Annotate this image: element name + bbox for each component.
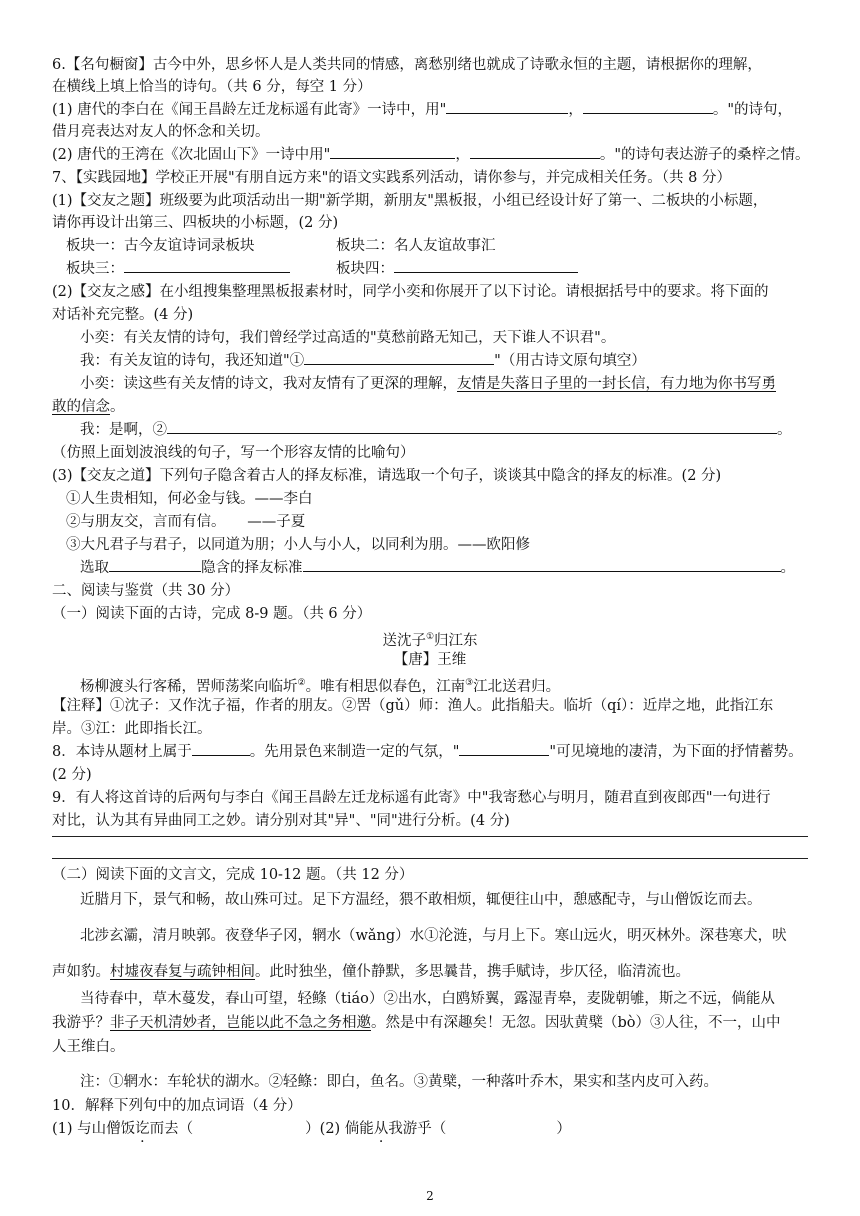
wavy-underlined-sentence: 友情是失落日子里的一封长信，有力地为你书写勇 xyxy=(457,376,776,392)
dialog-line-3: 小奕：读这些有关友情的诗文，我对友情有了更深的理解，友情是失落日子里的一封长信，有力地为你书写勇 xyxy=(80,376,776,392)
prose-para-2-cont: 声如豹。村墟夜春复与疏钟相间。此时独坐，僮仆静默，多思曩昔，携手赋诗，步仄径，临清流也。 xyxy=(52,964,690,980)
poem-author: 【唐】王维 xyxy=(393,652,467,668)
q6-item2: (2) 唐代的王湾在《次北固山下》一诗中用" ， 。"的诗句表达游子的桑梓之情。 xyxy=(52,144,820,166)
poem-notes-cont: 岸。③江：此即指长江。 xyxy=(52,721,212,737)
q6-title-cont: 在横线上填上恰当的诗句。（共 6 分，每空 1 分） xyxy=(52,79,372,95)
board-2: 板块二：名人友谊故事汇 xyxy=(336,238,496,254)
underlined-sentence: 非子天机清妙者，岂能以此不急之务相邀 xyxy=(110,1015,371,1031)
part-2-title: （二）阅读下面的文言文，完成 10-12 题。（共 12 分） xyxy=(52,867,414,883)
dialog-line-4: 我：是啊，② 。 xyxy=(80,419,820,441)
section-2-title: 二、阅读与鉴赏（共 30 分） xyxy=(52,583,240,599)
q6-item1: (1) 唐代的李白在《闻王昌龄左迁龙标遥有此寄》一诗中，用" ， 。"的诗句， xyxy=(52,99,820,121)
prose-notes: 注：①辋水：车轮状的湖水。②轻鲦：即白，鱼名。③黄檗，一种落叶乔木，果实和茎内皮可入药。 xyxy=(80,1074,718,1090)
selection-line: 选取 隐含的择友标准 。 xyxy=(80,557,820,579)
option-1: ①人生贵相知，何必金与钱。——李白 xyxy=(66,491,313,507)
answer-blank[interactable] xyxy=(303,557,781,572)
dotted-word: 讫 xyxy=(135,1121,150,1137)
q7-part2-cont: 对话补充完整。(4 分) xyxy=(52,307,194,323)
poem-body: 杨柳渡头行客稀，罟师荡桨向临圻②。唯有相思似春色，江南③江北送君归。 xyxy=(80,678,561,695)
q10: 10．解释下列句中的加点词语（4 分） xyxy=(52,1098,302,1114)
answer-blank[interactable] xyxy=(167,419,777,434)
page-number: 2 xyxy=(426,1189,434,1203)
dialog-hint: （仿照上面划波浪线的句子，写一个形容友情的比喻句） xyxy=(52,445,415,461)
option-3: ③大凡君子与君子，以同道为朋；小人与小人，以同利为朋。——欧阳修 xyxy=(66,537,530,553)
answer-blank[interactable] xyxy=(330,144,455,159)
answer-blank[interactable] xyxy=(583,99,713,114)
q8-cont: (2 分) xyxy=(52,767,92,783)
dotted-word: 从 xyxy=(373,1121,389,1137)
board-3: 板块三： xyxy=(66,261,124,277)
answer-blank[interactable] xyxy=(459,741,549,756)
prose-para-3: 当待春中，草木蔓发，春山可望，轻鲦（tiáo）②出水，白鸥矫翼，露湿青皋，麦陇朝雊，斯之不远，倘能从 xyxy=(80,991,775,1007)
option-2: ②与朋友交，言而有信。 ——子夏 xyxy=(66,514,306,530)
board-4: 板块四： xyxy=(336,261,394,277)
board-row-2 xyxy=(66,258,820,280)
answer-blank[interactable] xyxy=(124,258,290,273)
q7-part1: (1)【交友之题】班级要为此项活动出一期"新学期，新朋友"黑板报，小组已经设计好了第一、二板块的小标题， xyxy=(52,193,768,209)
dialog-line-3-cont: 敢的信念。 xyxy=(52,399,125,415)
answer-blank[interactable] xyxy=(394,258,578,273)
q6-title: 6.【名句橱窗】古今中外，思乡怀人是人类共同的情感，离愁别绪也就成了诗歌永恒的主题，请根据你的理解， xyxy=(52,57,762,73)
answer-line[interactable] xyxy=(52,836,808,837)
answer-blank[interactable] xyxy=(470,144,600,159)
q6-item1-cont: 借月亮表达对友人的怀念和关切。 xyxy=(52,124,270,140)
dialog-line-2: 我：有关友谊的诗句，我还知道"① "（用古诗文原句填空） xyxy=(80,350,820,372)
answer-blank[interactable] xyxy=(192,741,250,756)
q9-cont: 对比，认为其有异曲同工之妙。请分别对其"异"、"同"进行分析。(4 分) xyxy=(52,813,510,829)
underlined-sentence: 村墟夜春复与疏钟相间 xyxy=(110,964,255,980)
answer-line[interactable] xyxy=(52,858,808,859)
prose-para-3-end: 人王维白。 xyxy=(52,1039,125,1055)
q9: 9．有人将这首诗的后两句与李白《闻王昌龄左迁龙标遥有此寄》中"我寄愁心与明月，随君直到夜郎西"一句进行 xyxy=(52,790,771,806)
q7-title: 7、【实践园地】学校正开展"有朋自远方来"的语文实践系列活动，请你参与，并完成相关任务。（共 8 分） xyxy=(52,170,732,186)
board-1: 板块一：古今友谊诗词录板块 xyxy=(66,238,255,254)
q8: 8．本诗从题材上属于 。先用景色来制造一定的气氛，" "可见境地的凄清，为下面的抒情蓄势。 xyxy=(52,741,820,763)
poem-notes: 【注释】①沈子：又作沈子福，作者的朋友。②罟（gǔ）师：渔人。此指船夫。临圻（qí）：近岸之地，此指江东 xyxy=(52,698,774,714)
dialog-line-1: 小奕：有关友情的诗句，我们曾经学过高适的"莫愁前路无知己，天下谁人不识君"。 xyxy=(80,330,616,346)
part-1-title: （一）阅读下面的古诗，完成 8-9 题。（共 6 分） xyxy=(52,606,372,622)
board-row-1 xyxy=(66,235,820,257)
prose-para-2: 北涉玄灞，清月映郭。夜登华子冈，辋水（wǎng）水①沦涟，与月上下。寒山远火，明灭林外。深巷寒犬，吠 xyxy=(80,928,787,944)
q10-items: (1) 与山僧饭讫而去（ ）(2) 倘能从我游乎（ ） xyxy=(52,1121,571,1137)
answer-blank[interactable] xyxy=(304,350,494,365)
q7-part2: (2)【交友之感】在小组搜集整理黑板报素材时，同学小奕和你展开了以下讨论。请根据括号中的要求。将下面的 xyxy=(52,284,769,300)
prose-para-3-cont: 我游乎？非子天机清妙者，岂能以此不急之务相邀。然是中有深趣矣！无忽。因驮黄檗（bò）③人往，不一，山中 xyxy=(52,1015,781,1031)
q7-part1-cont: 请你再设计出第三、四板块的小标题，(2 分) xyxy=(52,215,339,231)
q7-part3: (3)【交友之道】下列句子隐含着古人的择友标准，请选取一个句子，谈谈其中隐含的择友的标准。(2 分) xyxy=(52,468,722,484)
answer-blank[interactable] xyxy=(109,557,201,572)
answer-blank[interactable] xyxy=(446,99,568,114)
poem-title: 送沈子①归江东 xyxy=(382,632,478,649)
prose-para-1: 近腊月下，景气和畅，故山殊可过。足下方温经，猥不敢相烦，辄便往山中，憩感配寺，与山僧饭讫而去。 xyxy=(80,892,762,908)
